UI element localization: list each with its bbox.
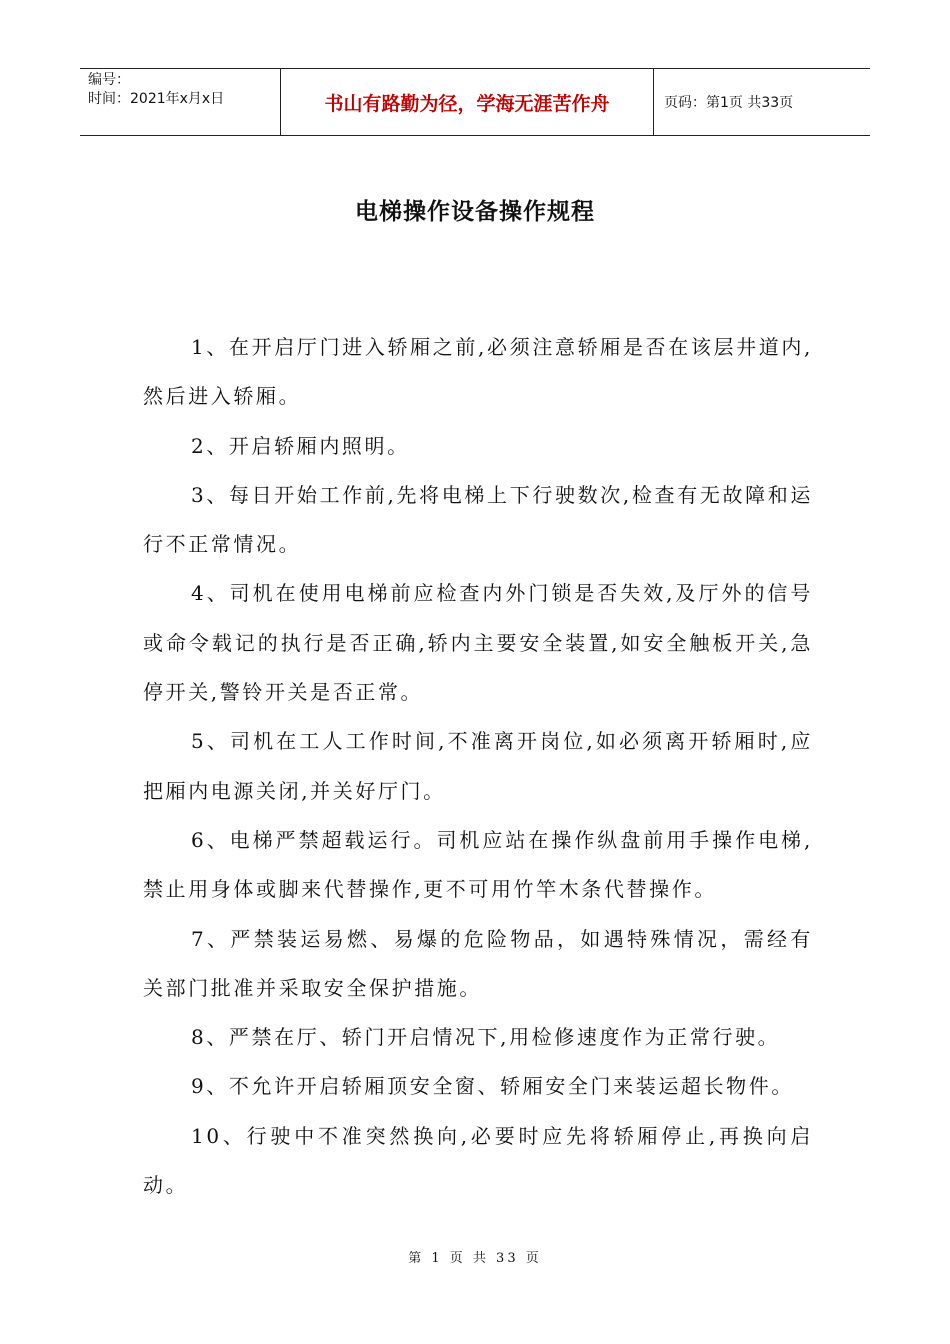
header-motto: 书山有路勤为径，学海无涯苦作舟 bbox=[281, 69, 654, 135]
paragraph-1: 1、在开启厅门进入轿厢之前,必须注意轿厢是否在该层井道内,然后进入轿厢。 bbox=[143, 335, 813, 409]
document-title: 电梯操作设备操作规程 bbox=[355, 199, 595, 225]
header-page-info: 页码：第1页 共33页 bbox=[664, 95, 794, 111]
document-date: 时间：2021年x月x日 bbox=[88, 91, 225, 107]
paragraph-10: 10、行驶中不准突然换向,必要时应先将轿厢停止,再换向启动。 bbox=[143, 1123, 813, 1198]
paragraph-9: 9、不允许开启轿厢顶安全窗、轿厢安全门来装运超长物件。 bbox=[191, 1074, 794, 1099]
paragraph-7: 7、严禁装运易燃、易爆的危险物品，如遇特殊情况，需经有关部门批准并采取安全保护措施。 bbox=[143, 926, 813, 1000]
paragraph-5: 5、司机在工人工作时间,不准离开岗位,如必须离开轿厢时,应把厢内电源关闭,并关好厅门。 bbox=[143, 729, 813, 803]
paragraph-4: 4、司机在使用电梯前应检查内外门锁是否失效,及厅外的信号或命令载记的执行是否正确,轿内主要安全装置,如安全触板开关,急停开关,警铃开关是否正常。 bbox=[143, 581, 813, 705]
header-meta bbox=[80, 69, 281, 135]
document-number-label: 编号： bbox=[88, 72, 130, 88]
document-body bbox=[143, 323, 813, 1210]
page-footer: 第 1 页 共 33 页 bbox=[408, 1251, 542, 1266]
page-header bbox=[80, 68, 870, 136]
paragraph-8: 8、严禁在厅、轿门开启情况下,用检修速度作为正常行驶。 bbox=[191, 1025, 781, 1050]
paragraph-2: 2、开启轿厢内照明。 bbox=[191, 433, 410, 458]
paragraph-6: 6、电梯严禁超载运行。司机应站在操作纵盘前用手操作电梯,禁止用身体或脚来代替操作,更不可用竹竿木条代替操作。 bbox=[143, 827, 813, 902]
paragraph-3: 3、每日开始工作前,先将电梯上下行驶数次,检查有无故障和运行不正常情况。 bbox=[143, 482, 813, 557]
